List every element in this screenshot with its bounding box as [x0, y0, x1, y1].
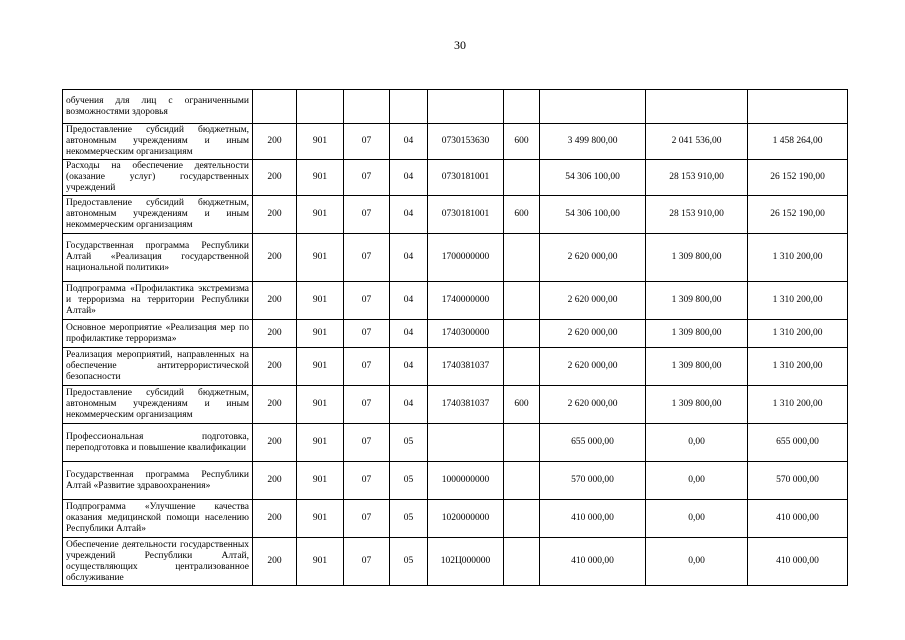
- code-ministry: 901: [297, 196, 344, 234]
- code-expense-type: 600: [504, 386, 540, 424]
- table-row: [63, 160, 848, 196]
- amount-total: 2 620 000,00: [540, 386, 646, 424]
- amount-total: 2 620 000,00: [540, 234, 646, 282]
- code-ministry: 901: [297, 124, 344, 160]
- row-name: Подпрограмма «Профилактика экстремизма и терроризма на территории Республики Алтай»: [63, 282, 253, 320]
- code-expense-type: 600: [504, 196, 540, 234]
- row-name: обучения для лиц с ограниченными возможностями здоровья: [63, 90, 253, 124]
- code-subsection: [390, 90, 428, 124]
- code-target: [428, 424, 504, 462]
- table-row: [63, 462, 848, 500]
- amount-federal: 0,00: [646, 500, 748, 538]
- code-admin: 200: [253, 386, 297, 424]
- code-subsection: 04: [390, 160, 428, 196]
- code-ministry: 901: [297, 500, 344, 538]
- code-admin: 200: [253, 282, 297, 320]
- row-name: Предоставление субсидий бюджетным, автономным учреждениям и иным некоммерческим организациям: [63, 124, 253, 160]
- amount-federal: 28 153 910,00: [646, 160, 748, 196]
- code-admin: 200: [253, 462, 297, 500]
- budget-table: [62, 89, 848, 586]
- code-subsection: 04: [390, 386, 428, 424]
- code-expense-type: 600: [504, 124, 540, 160]
- code-admin: [253, 90, 297, 124]
- code-admin: 200: [253, 348, 297, 386]
- row-name: Расходы на обеспечение деятельности (оказание услуг) государственных учреждений: [63, 160, 253, 196]
- code-target: 1740300000: [428, 320, 504, 348]
- table-row: [63, 386, 848, 424]
- code-admin: 200: [253, 538, 297, 586]
- code-ministry: 901: [297, 424, 344, 462]
- code-section: 07: [344, 320, 390, 348]
- amount-federal: 28 153 910,00: [646, 196, 748, 234]
- code-admin: 200: [253, 160, 297, 196]
- amount-regional: 410 000,00: [748, 500, 848, 538]
- code-ministry: 901: [297, 282, 344, 320]
- code-section: 07: [344, 386, 390, 424]
- row-name: Подпрограмма «Улучшение качества оказания медицинской помощи населению Республики Алтай»: [63, 500, 253, 538]
- code-subsection: 04: [390, 196, 428, 234]
- table-row: [63, 538, 848, 586]
- amount-regional: 1 310 200,00: [748, 320, 848, 348]
- amount-federal: 1 309 800,00: [646, 386, 748, 424]
- amount-total: 54 306 100,00: [540, 160, 646, 196]
- code-expense-type: [504, 462, 540, 500]
- code-ministry: 901: [297, 160, 344, 196]
- code-subsection: 04: [390, 124, 428, 160]
- code-target: 102Ц000000: [428, 538, 504, 586]
- code-ministry: 901: [297, 234, 344, 282]
- amount-federal: [646, 90, 748, 124]
- code-target: 1020000000: [428, 500, 504, 538]
- code-section: 07: [344, 282, 390, 320]
- code-admin: 200: [253, 424, 297, 462]
- code-subsection: 05: [390, 500, 428, 538]
- amount-total: 570 000,00: [540, 462, 646, 500]
- code-expense-type: [504, 538, 540, 586]
- code-section: 07: [344, 160, 390, 196]
- amount-total: 655 000,00: [540, 424, 646, 462]
- code-admin: 200: [253, 124, 297, 160]
- code-ministry: 901: [297, 348, 344, 386]
- amount-federal: 0,00: [646, 424, 748, 462]
- code-admin: 200: [253, 234, 297, 282]
- code-target: 1740381037: [428, 386, 504, 424]
- code-expense-type: [504, 234, 540, 282]
- table-row: [63, 320, 848, 348]
- row-name: Обеспечение деятельности государственных учреждений Республики Алтай, осуществляющих централизованное обслуживание: [63, 538, 253, 586]
- code-admin: 200: [253, 500, 297, 538]
- code-target: 1700000000: [428, 234, 504, 282]
- amount-regional: 1 310 200,00: [748, 234, 848, 282]
- code-target: 0730181001: [428, 160, 504, 196]
- amount-regional: [748, 90, 848, 124]
- code-expense-type: [504, 500, 540, 538]
- amount-regional: 26 152 190,00: [748, 160, 848, 196]
- row-name: Предоставление субсидий бюджетным, автономным учреждениям и иным некоммерческим организациям: [63, 196, 253, 234]
- code-target: 0730153630: [428, 124, 504, 160]
- code-section: 07: [344, 462, 390, 500]
- amount-regional: 1 458 264,00: [748, 124, 848, 160]
- code-subsection: 04: [390, 234, 428, 282]
- amount-regional: 655 000,00: [748, 424, 848, 462]
- amount-federal: 1 309 800,00: [646, 320, 748, 348]
- code-target: 1000000000: [428, 462, 504, 500]
- amount-regional: 1 310 200,00: [748, 282, 848, 320]
- table-row: [63, 424, 848, 462]
- code-ministry: 901: [297, 386, 344, 424]
- row-name: Государственная программа Республики Алтай «Развитие здравоохранения»: [63, 462, 253, 500]
- code-expense-type: [504, 160, 540, 196]
- code-ministry: [297, 90, 344, 124]
- amount-total: 2 620 000,00: [540, 282, 646, 320]
- code-expense-type: [504, 90, 540, 124]
- code-admin: 200: [253, 320, 297, 348]
- code-subsection: 05: [390, 462, 428, 500]
- code-section: 07: [344, 348, 390, 386]
- code-expense-type: [504, 348, 540, 386]
- code-subsection: 05: [390, 538, 428, 586]
- code-target: 1740381037: [428, 348, 504, 386]
- code-section: 07: [344, 500, 390, 538]
- amount-federal: 2 041 536,00: [646, 124, 748, 160]
- code-subsection: 04: [390, 320, 428, 348]
- amount-federal: 1 309 800,00: [646, 348, 748, 386]
- code-subsection: 05: [390, 424, 428, 462]
- code-ministry: 901: [297, 320, 344, 348]
- amount-total: 2 620 000,00: [540, 320, 646, 348]
- table-row: [63, 124, 848, 160]
- code-admin: 200: [253, 196, 297, 234]
- table-row: [63, 234, 848, 282]
- code-expense-type: [504, 282, 540, 320]
- code-section: 07: [344, 234, 390, 282]
- code-expense-type: [504, 424, 540, 462]
- code-ministry: 901: [297, 538, 344, 586]
- row-name: Реализация мероприятий, направленных на обеспечение антитеррористической безопасности: [63, 348, 253, 386]
- code-ministry: 901: [297, 462, 344, 500]
- row-name: Предоставление субсидий бюджетным, автономным учреждениям и иным некоммерческим организациям: [63, 386, 253, 424]
- table-row: [63, 196, 848, 234]
- table-row: [63, 500, 848, 538]
- amount-regional: 570 000,00: [748, 462, 848, 500]
- amount-federal: 1 309 800,00: [646, 282, 748, 320]
- amount-total: [540, 90, 646, 124]
- table-row: [63, 282, 848, 320]
- amount-regional: 410 000,00: [748, 538, 848, 586]
- code-expense-type: [504, 320, 540, 348]
- amount-federal: 1 309 800,00: [646, 234, 748, 282]
- amount-total: 410 000,00: [540, 500, 646, 538]
- code-section: 07: [344, 424, 390, 462]
- row-name: Профессиональная подготовка, переподготовка и повышение квалификации: [63, 424, 253, 462]
- table-body: [63, 90, 848, 586]
- amount-federal: 0,00: [646, 462, 748, 500]
- code-subsection: 04: [390, 282, 428, 320]
- table-row: [63, 90, 848, 124]
- code-section: 07: [344, 538, 390, 586]
- code-section: 07: [344, 124, 390, 160]
- amount-regional: 1 310 200,00: [748, 386, 848, 424]
- amount-total: 2 620 000,00: [540, 348, 646, 386]
- amount-federal: 0,00: [646, 538, 748, 586]
- amount-regional: 1 310 200,00: [748, 348, 848, 386]
- code-subsection: 04: [390, 348, 428, 386]
- amount-regional: 26 152 190,00: [748, 196, 848, 234]
- amount-total: 3 499 800,00: [540, 124, 646, 160]
- amount-total: 410 000,00: [540, 538, 646, 586]
- code-section: [344, 90, 390, 124]
- code-target: 1740000000: [428, 282, 504, 320]
- code-section: 07: [344, 196, 390, 234]
- code-target: [428, 90, 504, 124]
- row-name: Государственная программа Республики Алтай «Реализация государственной национальной политики»: [63, 234, 253, 282]
- row-name: Основное мероприятие «Реализация мер по профилактике терроризма»: [63, 320, 253, 348]
- table-row: [63, 348, 848, 386]
- code-target: 0730181001: [428, 196, 504, 234]
- amount-total: 54 306 100,00: [540, 196, 646, 234]
- page-number: 30: [454, 38, 466, 52]
